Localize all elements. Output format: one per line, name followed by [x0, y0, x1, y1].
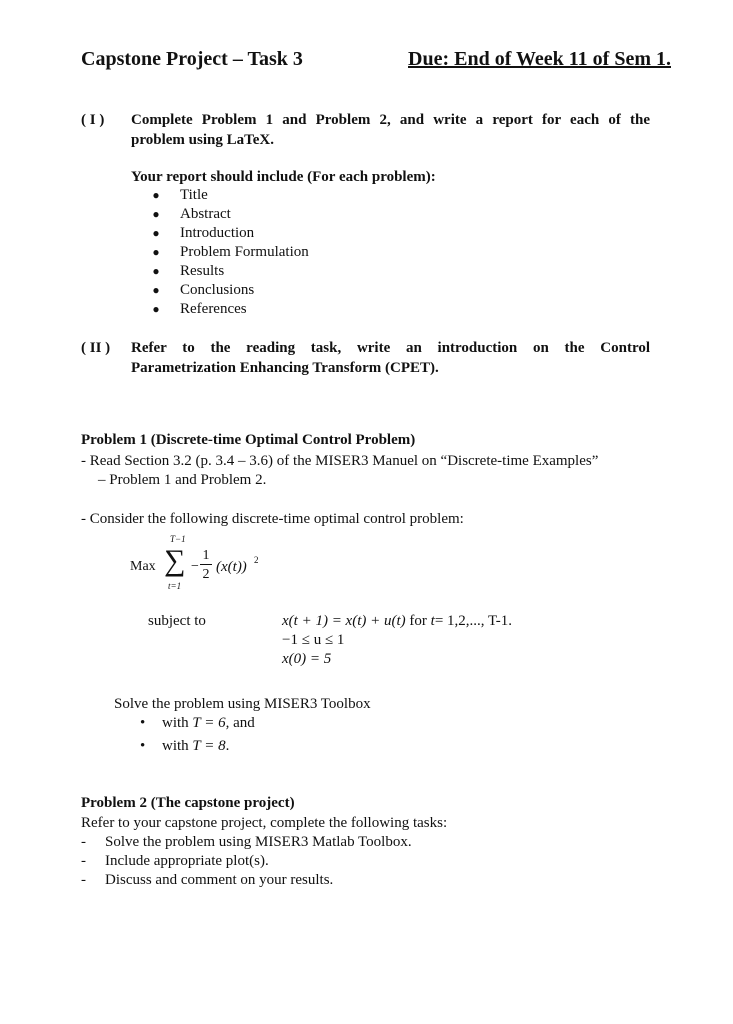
list-item: ● Results	[148, 262, 309, 281]
constraint-control-bounds: −1 ≤ u ≤ 1	[282, 632, 345, 648]
case-item: • with T = 8.	[140, 738, 230, 754]
problem-1-heading: Problem 1 (Discrete-time Optimal Control Problem)	[81, 432, 416, 448]
list-item: ● Conclusions	[148, 281, 309, 300]
bullet-icon: ●	[152, 264, 160, 278]
solve-intro: Solve the problem using MISER3 Toolbox	[114, 696, 371, 712]
fraction-denominator: 2	[202, 567, 210, 582]
minus-sign: −	[191, 559, 199, 574]
constraint-dynamics: x(t + 1) = x(t) + u(t) for t= 1,2,..., T-1.	[282, 613, 513, 629]
bullet-icon: ●	[152, 207, 160, 221]
sum-upper-limit: T−1	[170, 534, 186, 544]
list-item: ● Title	[148, 186, 309, 205]
sum-lower-limit: t=1	[168, 581, 182, 591]
problem-1-line-2: – Problem 1 and Problem 2.	[98, 472, 267, 488]
case-item: • with T = 6, and	[140, 715, 255, 731]
list-item: ● Abstract	[148, 205, 309, 224]
problem-2-heading: Problem 2 (The capstone project)	[81, 795, 295, 811]
objective-power: 2	[254, 555, 259, 565]
objective-formula	[130, 534, 390, 598]
list-item: ● References	[148, 300, 309, 319]
section-1-line-1: Complete Problem 1 and Problem 2, and write a report for each of the	[131, 112, 650, 128]
bullet-icon: ●	[152, 283, 160, 297]
subject-to-label: subject to	[148, 613, 206, 629]
document-title: Capstone Project – Task 3	[81, 48, 303, 70]
bullet-icon: •	[140, 715, 146, 731]
list-item: ● Introduction	[148, 224, 309, 243]
bullet-icon: ●	[152, 188, 160, 202]
bullet-icon: ●	[152, 226, 160, 240]
due-date: Due: End of Week 11 of Sem 1.	[408, 48, 671, 70]
task-item: - Include appropriate plot(s).	[81, 853, 269, 869]
section-2-label: ( II )	[81, 340, 111, 356]
sum-symbol: ∑	[164, 544, 186, 577]
report-contents-list	[148, 186, 309, 319]
problem-1-line-1: - Read Section 3.2 (p. 3.4 – 3.6) of the MISER3 Manuel on “Discrete-time Examples”	[81, 453, 599, 469]
bullet-icon: •	[140, 738, 146, 754]
section-2-line-1: Refer to the reading task, write an introduction on the Control	[131, 340, 650, 356]
section-1-label: ( I )	[81, 112, 105, 128]
fraction-numerator: 1	[200, 548, 212, 565]
constraint-initial-state: x(0) = 5	[282, 651, 332, 667]
task-item: - Discuss and comment on your results.	[81, 872, 334, 888]
problem-1-consider: - Consider the following discrete-time optimal control problem:	[81, 511, 464, 527]
objective-expression: (x(t))	[216, 559, 247, 575]
task-item: - Solve the problem using MISER3 Matlab Toolbox.	[81, 834, 412, 850]
list-item: ● Problem Formulation	[148, 243, 309, 262]
max-label: Max	[130, 559, 156, 574]
bullet-icon: ●	[152, 245, 160, 259]
report-intro: Your report should include (For each problem):	[131, 169, 436, 185]
problem-2-intro: Refer to your capstone project, complete the following tasks:	[81, 815, 448, 831]
bullet-icon: ●	[152, 302, 160, 316]
section-1-line-2: problem using LaTeX.	[131, 132, 274, 148]
page-header	[81, 48, 671, 78]
section-2-line-2: Parametrization Enhancing Transform (CPET).	[131, 360, 439, 376]
